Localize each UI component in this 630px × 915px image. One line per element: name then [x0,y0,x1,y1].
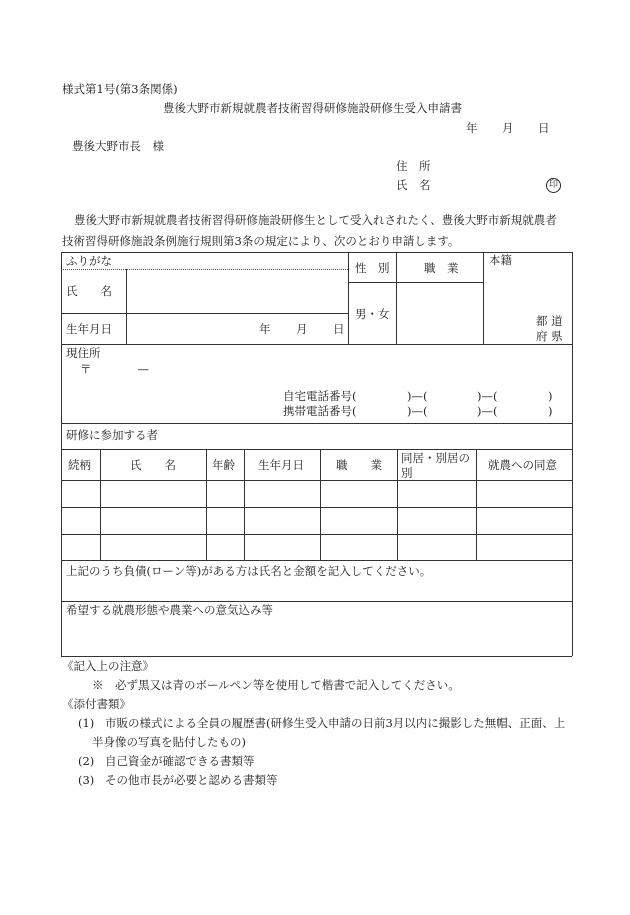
sex-header: 性 別 [355,261,390,275]
seal-mark: 印 [546,178,561,193]
birth-label: 生年月日 [66,322,112,336]
sex-value: 男・女 [355,307,390,321]
attachment-2-text: 自己資金が確認できる書類等 [105,754,255,768]
birth-month-label: 月 [296,322,308,336]
col-cohabitation: 同居・別居の別 [401,451,470,480]
attachment-1-line-2: 半身像の写真を貼付したもの) [92,735,246,749]
occupation-header: 職 業 [424,261,459,275]
form-title: 豊後大野市新規就農者技術習得研修施設研修生受入申請書 [163,101,462,115]
col-consent: 就農への同意 [488,458,557,472]
attachment-1-number: (1) [78,716,95,730]
addressee: 豊後大野市長 様 [72,139,164,153]
birth-year-label: 年 [259,322,271,336]
attachments-heading: 《添付書類》 [62,697,131,711]
prefecture-fu-ken: 府 県 [536,329,563,343]
mobile-phone-sep-2: )—( [477,404,498,418]
home-phone-sep-1: )—( [407,389,428,403]
date-month-label: 月 [502,121,514,135]
applicant-name-label: 氏 名 [396,178,431,192]
col-name: 氏 名 [130,458,176,472]
col-age: 年齢 [212,458,235,472]
honseki-header: 本籍 [489,253,512,267]
mobile-phone-close: ) [548,404,553,418]
form-reference: 様式第1号(第3条関係) [62,82,178,96]
applicant-address-label: 住 所 [396,159,431,173]
home-phone-sep-2: )—( [477,389,498,403]
home-phone-close: ) [548,389,553,403]
home-phone-label: 自宅電話番号( [283,389,357,403]
prefecture-to-do: 都 道 [536,314,563,328]
attachment-2-number: (2) [78,754,95,768]
notes-item: ※ 必ず黒又は青のボールペン等を使用して楷書で記入してください。 [92,678,460,692]
col-birthdate: 生年月日 [258,458,304,472]
participants-label: 研修に参加する者 [66,428,158,442]
col-occupation: 職 業 [336,458,382,472]
notes-heading: 《記入上の注意》 [62,659,154,673]
loan-note: 上記のうち負債(ローン等)がある方は氏名と金額を記入してください。 [66,564,432,578]
current-address-label: 現住所 [66,346,101,360]
attachment-3-text: その他市長が必要と認める書類等 [105,773,278,787]
birth-day-label: 日 [333,322,345,336]
intro-line-1: 豊後大野市新規就農者技術習得研修施設研修生として受入れされたく、豊後大野市新規就農者 [74,213,557,227]
attachment-3-number: (3) [78,773,95,787]
date-day-label: 日 [538,121,550,135]
furigana-label: ふりがな [66,254,112,268]
intro-line-2: 技術習得研修施設条例施行規則第3条の規定により、次のとおり申請します。 [62,234,460,248]
name-label: 氏 名 [66,284,112,298]
date-year-label: 年 [466,121,478,135]
aspiration-label: 希望する就農形態や農業への意気込み等 [66,603,273,617]
attachment-1-line-1: 市販の様式による全員の履歴書(研修生受入申請の日前3月以内に撮影した無帽、正面、上 [105,716,566,730]
mobile-phone-label: 携帯電話番号( [283,404,357,418]
mobile-phone-sep-1: )—( [407,404,428,418]
postal-code-label: 〒 — [80,362,149,376]
col-relationship: 続柄 [68,458,91,472]
